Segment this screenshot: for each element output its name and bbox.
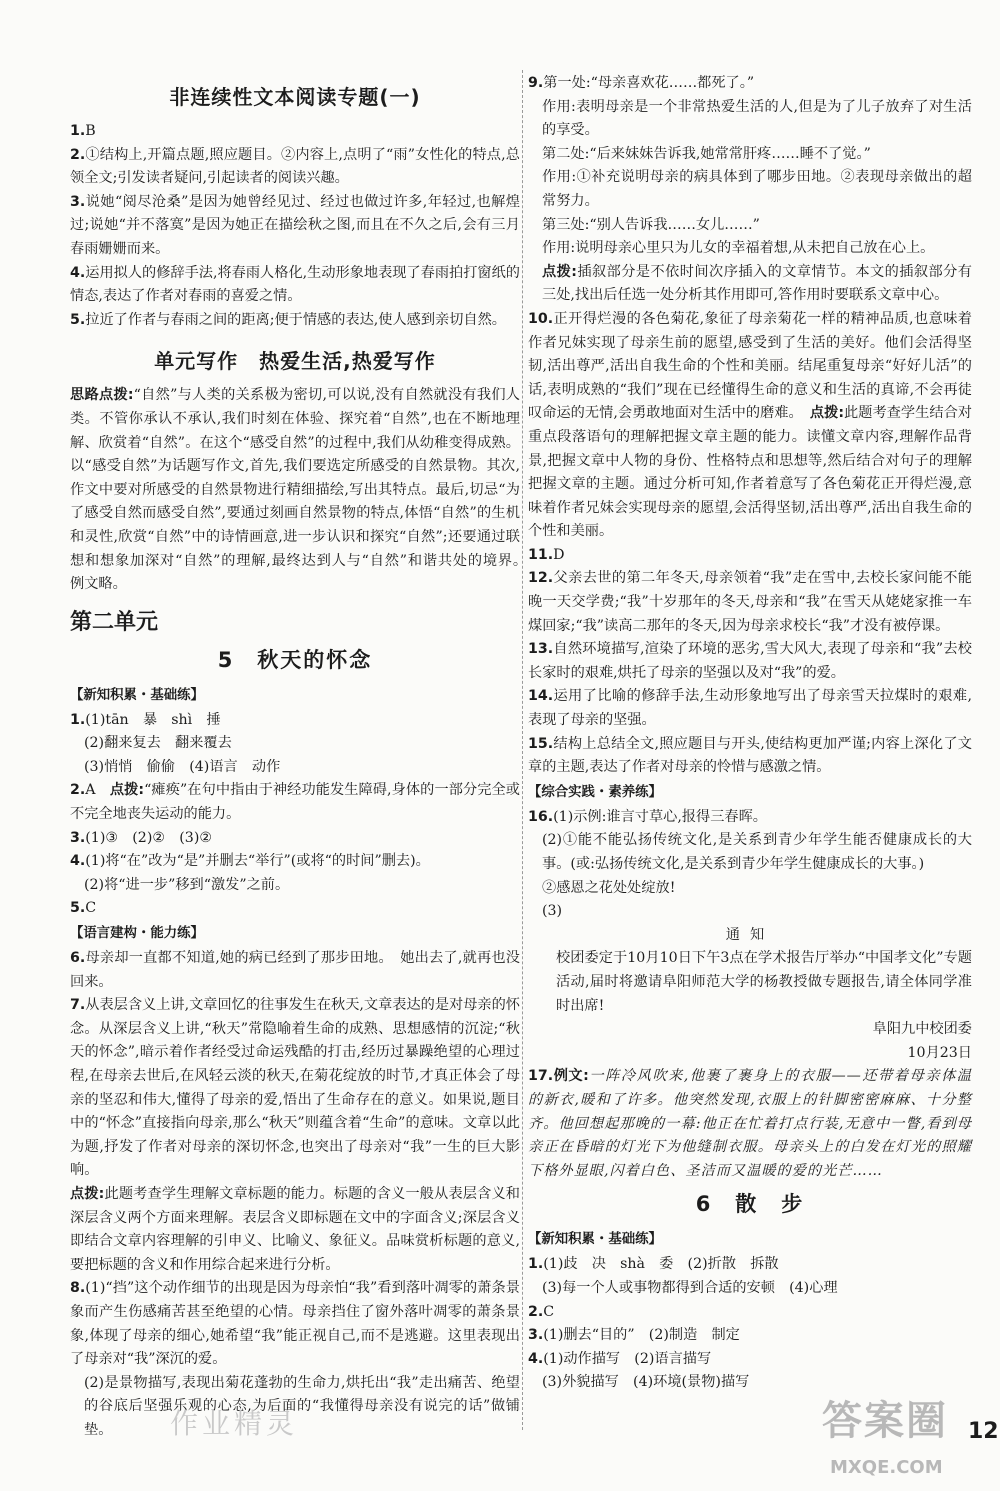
q12: 12.父亲去世的第二年冬天,母亲领着“我”走在雪中,去校长家问能不能晚一天交学费;“我”十岁那年的冬天,母亲和“我”在雪天从姥姥家推一车煤回家;“我”读高二那年的冬天,因为母亲求校长“我”才没有被停课。: [528, 570, 972, 634]
l5-q6: 6.母亲却一直都不知道,她的病已经到了那步田地。 她出去了,就再也没回来。: [70, 950, 520, 990]
l6-q4-part2: (3)外貌描写 (4)环境(景物)描写: [542, 1374, 750, 1391]
l6-q3: 3.(1)删去“目的” (2)制造 制定: [528, 1327, 740, 1344]
writing-guidance: 思路点拨:“自然”与人类的关系极为密切,可以说,没有自然就没有我们人类。不管你承认不承认,我们时刻在体验、探究着“自然”,也在不断地理解、欣赏着“自然”。在这个“感受自然”的过程中,我们从幼稚变得成熟。以“感受自然”为话题写作文,首先,我们要选定所感受的自然景物。其次,作文中要对所感受的自然景物进行精细描绘,写出其特点。最后,切忌“为了感受自然而感受自然”,要通过刻画自然景物的特点,体悟“自然”的生机和灵性,欣赏“自然”中的诗情画意,进一步认识和探究“自然”;还要通过联想和想象加深对“自然”的理解,最终达到人与“自然”和谐共处的境界。 例文略。: [70, 387, 535, 593]
l6-q1: 1.(1)歧 决 shà 委 (2)折散 拆散: [528, 1256, 779, 1273]
section-title-nonlinear: 非连续性文本阅读专题(一): [169, 85, 421, 109]
l5-q1-part2: (2)翻来复去 翻来覆去: [84, 735, 232, 752]
notice-title: 通知: [725, 926, 775, 943]
q9-p1: 9.第一处:“母亲喜欢花……都死了。”: [528, 75, 755, 91]
q10: 10.正开得烂漫的各色菊花,象征了母亲菊花一样的精神品质,也意味着作者兄妹实现了母亲生前的愿望,感受到了生活的美好。他们会活得坚韧,活出尊严,活出自我生命的个性和美丽。结尾重复母亲“好好儿活”的话,表明成熟的“我们”现在已经懂得生命的意义和生活的真谛,不会再徒叹命运的无情,会勇敢地面对生活中的磨难。 点拨:此题考查学生结合对重点段落语句的理解把握文章主题的能力。读懂文章内容,理解作品背景,把握文章中人物的身份、性格特点和思想等,然后结合对句子的理解把握文章的主题。通过分析可知,作者着意写了各色菊花正开得烂漫,意味着作者兄妹会实现母亲的愿望,会活得坚韧,活出尊严,活出自我生命的个性和美丽。: [528, 310, 972, 540]
q9-tip: 点拨:插叙部分是不依时间次序插入的文章情节。本文的插叙部分有三处,找出后任选一处分析其作用即可,答作用时要联系文章中心。: [542, 263, 972, 304]
site-logo: [822, 1398, 992, 1485]
q17: 17.例文:一阵冷风吹来,他裹了裹身上的衣服——还带着母亲体温的新衣,暖和了许多。他突然发现,衣服上的针脚密密麻麻、十分整齐。他回想起那晚的一幕:他正在忙着打点行装,无意中一瞥,看到母亲正在昏暗的灯光下为他缝制衣服。母亲头上的白发在灯光的照耀下格外显眼,闪着白色、圣洁而又温暖的爱的光芒……: [528, 1068, 972, 1179]
answer-number: 5.: [70, 311, 86, 328]
q16-part2: (2)①能不能弘扬传统文化,是关系到青少年学生能否健康成长的大事。(或:弘扬传统文化,是关系到青少年学生健康成长的大事。): [542, 832, 972, 872]
l6-q1-part2: (3)每一个人或事物都得到合适的安顿 (4)心理: [542, 1279, 838, 1296]
notice-org: 阜阳九中校团委: [872, 1021, 972, 1038]
section1-answer-1: [70, 120, 520, 144]
answer-number: 4.: [70, 264, 86, 281]
column-divider: [522, 70, 523, 1430]
q9-p2-role: 作用:①补充说明母亲的病具体到了哪步田地。②表现母亲做出的超常努力。: [542, 169, 972, 209]
unit-title: 第二单元: [70, 609, 159, 635]
q16-part3: (3): [542, 903, 563, 920]
l5-q7: 7.从表层含义上讲,文章回忆的往事发生在秋天,文章表达的是对母亲的怀念。从深层含义上讲,“秋天”常隐喻着生命的成熟、思想感情的沉淀;“秋天的怀念”,暗示着作者经受过命运残酷的打击,经历过暴躁绝望的心理过程,在母亲去世后,在风轻云淡的秋天,在菊花绽放的时节,才真正体会了母亲的坚忍和伟大,懂得了母亲的爱,悟出了生命存在的意义。如果说,题目中的“怀念”直接指向母亲,那么“秋天”则蕴含着“生命”的意味。文章以此为题,抒发了作者对母亲的深切怀念,也突出了母亲对“我”一生的巨大影响。: [70, 997, 520, 1179]
l5-q5: 5.C: [70, 900, 97, 917]
l6-q2: 2.C: [528, 1303, 555, 1320]
l5-q8-part2: (2)是景物描写,表现出菊花蓬勃的生命力,烘托出“我”走出痛苦、绝望的谷底后坚强乐观的心态,为后面的“我懂得母亲没有说完的话”做铺垫。: [84, 1374, 520, 1438]
q15: 15.结构上总结全文,照应题目与开头,使结构更加严谨;内容上深化了文章的主题,表达了作者对母亲的怜惜与感激之情。: [528, 735, 972, 776]
answer-text: 说她“阅尽沧桑”是因为她曾经见过、经过也做过许多,年轻过,也解煌过;说她“并不落寞”是因为她正在描绘秋之图,而且在不久之后,会有三月春雨姗姗而来。: [70, 193, 520, 257]
notice-date: 10月23日: [907, 1044, 972, 1061]
l5-q4-part2: (2)将“进一步”移到“激发”之前。: [84, 876, 290, 893]
section1-answer-3: [70, 191, 520, 262]
l5-q8: 8.(1)“挡”这个动作细节的出现是因为母亲怕“我”看到落叶凋零的萧条景象而产生伤感痛苦甚至绝望的心情。母亲挡住了窗外落叶凋零的萧条景象,体现了母亲的细心,她希望“我”能正视自己,而不是逃避。这里表现出了母亲对“我”深沉的爱。: [70, 1280, 520, 1368]
l5-q4: 4.(1)将“在”改为“是”并删去“举行”(或将“的时间”删去)。: [70, 853, 430, 870]
right-column: [528, 72, 972, 1395]
section1-answer-2: [70, 144, 520, 191]
q13: 13.自然环境描写,渲染了环境的恶劣,雪大风大,表现了母亲和“我”去校长家时的艰难,烘托了母亲的坚强以及对“我”的爱。: [528, 641, 972, 681]
q9-p3-role: 作用:说明母亲心里只为儿女的幸福着想,从未把自己放在心上。: [542, 240, 935, 257]
answer-number: 3.: [70, 193, 86, 210]
subheading-basic-2: 【新知积累・基础练】: [528, 1232, 662, 1248]
answer-number: 2.: [70, 146, 86, 163]
q14: 14.运用了比喻的修辞手法,生动形象地写出了母亲雪天拉煤时的艰难,表现了母亲的坚强。: [528, 688, 972, 729]
lesson6-title: 6 散 步: [695, 1192, 805, 1217]
l5-q1-part3: (3)悄悄 偷偷 (4)语言 动作: [84, 758, 281, 775]
section-title-writing: 单元写作 热爱生活,热爱写作: [154, 349, 436, 374]
l6-q4: 4.(1)动作描写 (2)语言描写: [528, 1350, 712, 1367]
section1-answer-4: [70, 262, 520, 309]
logo-text: 答案圈: [822, 1398, 948, 1444]
answer-number: 1.: [70, 123, 86, 139]
lesson5-title: 5 秋天的怀念: [217, 647, 373, 672]
left-column: [70, 72, 535, 1443]
page-number: 12: [968, 1419, 999, 1444]
subheading-basic: 【新知积累・基础练】: [70, 687, 204, 703]
answer-text: 拉近了作者与春雨之间的距离;便于情感的表达,使人感到亲切自然。: [85, 311, 506, 328]
answer-text: ①结构上,开篇点题,照应题目。②内容上,点明了“雨”女性化的特点,总领全文;引发读者疑问,引起读者的阅读兴趣。: [70, 146, 520, 187]
l5-q3: 3.(1)③ (2)② (3)②: [70, 829, 213, 846]
logo-url: MXQE.COM: [830, 1457, 943, 1478]
faint-watermark: 作业精灵: [170, 1407, 299, 1440]
q9-p1-role: 作用:表明母亲是一个非常热爱生活的人,但是为了儿子放弃了对生活的享受。: [542, 98, 972, 139]
answer-text: 运用拟人的修辞手法,将春雨人格化,生动形象地表现了春雨拍打窗纸的情态,表达了作者对春雨的喜爱之情。: [70, 264, 520, 305]
subheading-language: 【语言建构・能力练】: [70, 926, 204, 942]
section1-answer-5: [70, 309, 520, 333]
q16-part2b: ②感恩之花处处绽放!: [542, 879, 676, 896]
subheading-practice: 【综合实践・素养练】: [528, 784, 662, 800]
q16-part1: 16.(1)示例:谁言寸草心,报得三春晖。: [528, 808, 767, 825]
q9-p2: 第二处:“后来妹妹告诉我,她常常肝疼……睡不了觉。”: [542, 145, 871, 162]
q9-p3: 第三处:“别人告诉我……女儿……”: [542, 216, 760, 233]
l5-q7-tip: 点拨:此题考查学生理解文章标题的能力。标题的含义一般从表层含义和深层含义两个方面来理解。表层含义即标题在文中的字面含义;深层含义即结合文章内容理解的引申义、比喻义、象征义。品味赏析标题的意义,要把标题的含义和作用综合起来进行分析。: [70, 1185, 520, 1273]
answer-text: B: [85, 123, 96, 139]
l5-q1: 1.(1)tān 暴 shì 捶: [70, 711, 221, 728]
section1-answers: [70, 120, 520, 332]
notice-body: 校团委定于10月10日下午3点在学术报告厅举办“中国孝文化”专题活动,届时将邀请阜阳师范大学的杨教授做专题报告,请全体同学准时出席!: [556, 950, 972, 1014]
l5-q2: 2.A 点拨:“瘫痪”在句中指由于神经功能发生障碍,身体的一部分完全或不完全地丧失运动的能力。: [70, 782, 520, 823]
q11: 11.D: [528, 546, 565, 563]
